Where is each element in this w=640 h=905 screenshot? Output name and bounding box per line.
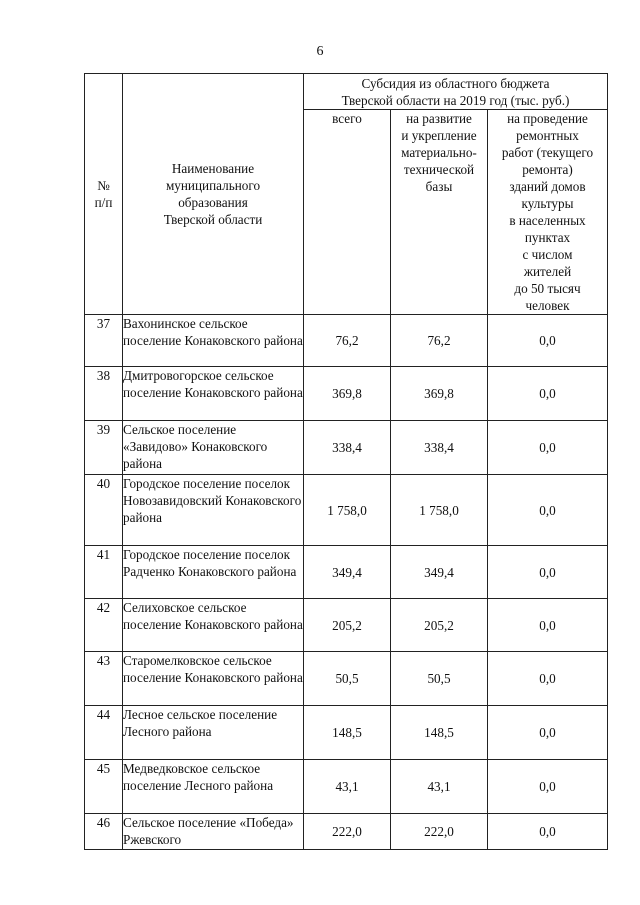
column-header-number: [85, 74, 123, 315]
municipality-name: Селиховское сельское поселение Конаковского района: [123, 599, 304, 652]
column-header-material-text: на развитие и укрепление материально- технической базы: [401, 111, 477, 194]
row-number: 44: [85, 706, 123, 760]
subsidy-material: 338,4: [391, 421, 488, 475]
subsidy-repair: 0,0: [488, 421, 608, 475]
subsidy-material: 205,2: [391, 599, 488, 652]
table-row: [85, 475, 608, 546]
row-number: 41: [85, 546, 123, 599]
subsidy-material: 349,4: [391, 546, 488, 599]
subsidy-material: 222,0: [391, 814, 488, 850]
municipality-name: Дмитровогорское сельское поселение Конаковского района: [123, 367, 304, 421]
column-header-name-text: Наименование муниципального образования Тверской области: [163, 161, 263, 227]
row-number: 37: [85, 315, 123, 367]
column-header-total-text: всего: [332, 111, 362, 126]
municipality-name: Вахонинское сельское поселение Конаковского района: [123, 315, 304, 367]
row-number: 45: [85, 760, 123, 814]
subsidy-repair: 0,0: [488, 599, 608, 652]
municipality-name: Городское поселение поселок Радченко Конаковского района: [123, 546, 304, 599]
subsidy-repair: 0,0: [488, 367, 608, 421]
subsidy-material: 148,5: [391, 706, 488, 760]
subsidy-total: 50,5: [304, 652, 391, 706]
municipality-name: Медведковское сельское поселение Лесного района: [123, 760, 304, 814]
table-row: [85, 599, 608, 652]
municipality-name: Сельское поселение «Победа» Ржевского: [123, 814, 304, 850]
row-number: 40: [85, 475, 123, 546]
municipality-name: Сельское поселение «Завидово» Конаковского района: [123, 421, 304, 475]
header-row-group: [85, 74, 608, 110]
subsidy-total: 222,0: [304, 814, 391, 850]
row-number: 42: [85, 599, 123, 652]
subsidy-material: 50,5: [391, 652, 488, 706]
table-row: [85, 367, 608, 421]
municipality-name: Старомелковское сельское поселение Конаковского района: [123, 652, 304, 706]
subsidy-repair: 0,0: [488, 652, 608, 706]
subsidy-repair: 0,0: [488, 315, 608, 367]
page-number: 6: [316, 44, 324, 59]
table-row: [85, 706, 608, 760]
subsidy-table: [84, 73, 608, 850]
row-number: 39: [85, 421, 123, 475]
column-header-repair-text: на проведение ремонтных работ (текущего ремонта) зданий домов культуры в населенных пунктах с числом жителей до 50 тысяч человек: [501, 111, 594, 313]
subsidy-total: 76,2: [304, 315, 391, 367]
table-row: [85, 421, 608, 475]
subsidy-total: 148,5: [304, 706, 391, 760]
subsidy-total: 1 758,0: [304, 475, 391, 546]
column-header-repair: [488, 110, 608, 315]
column-group-header-subsidy-text: Субсидия из областного бюджета Тверской области на 2019 год (тыс. руб.): [341, 75, 570, 108]
row-number: 43: [85, 652, 123, 706]
municipality-name: Городское поселение поселок Новозавидовский Конаковского района: [123, 475, 304, 546]
subsidy-repair: 0,0: [488, 760, 608, 814]
table-row: [85, 315, 608, 367]
table-row: [85, 760, 608, 814]
column-header-material: [391, 110, 488, 315]
column-header-number-text: № п/п: [94, 178, 113, 210]
table-row: [85, 546, 608, 599]
subsidy-repair: 0,0: [488, 475, 608, 546]
row-number: 38: [85, 367, 123, 421]
table-row: [85, 652, 608, 706]
subsidy-repair: 0,0: [488, 814, 608, 850]
subsidy-repair: 0,0: [488, 706, 608, 760]
subsidy-material: 43,1: [391, 760, 488, 814]
subsidy-repair: 0,0: [488, 546, 608, 599]
subsidy-total: 43,1: [304, 760, 391, 814]
table-row: [85, 814, 608, 850]
subsidy-total: 369,8: [304, 367, 391, 421]
municipality-name: Лесное сельское поселение Лесного района: [123, 706, 304, 760]
subsidy-total: 205,2: [304, 599, 391, 652]
subsidy-total: 349,4: [304, 546, 391, 599]
column-header-total: [304, 110, 391, 315]
subsidy-material: 76,2: [391, 315, 488, 367]
subsidy-material: 369,8: [391, 367, 488, 421]
column-group-header-subsidy: [304, 74, 608, 110]
subsidy-total: 338,4: [304, 421, 391, 475]
row-number: 46: [85, 814, 123, 850]
column-header-name: [123, 74, 304, 315]
subsidy-material: 1 758,0: [391, 475, 488, 546]
